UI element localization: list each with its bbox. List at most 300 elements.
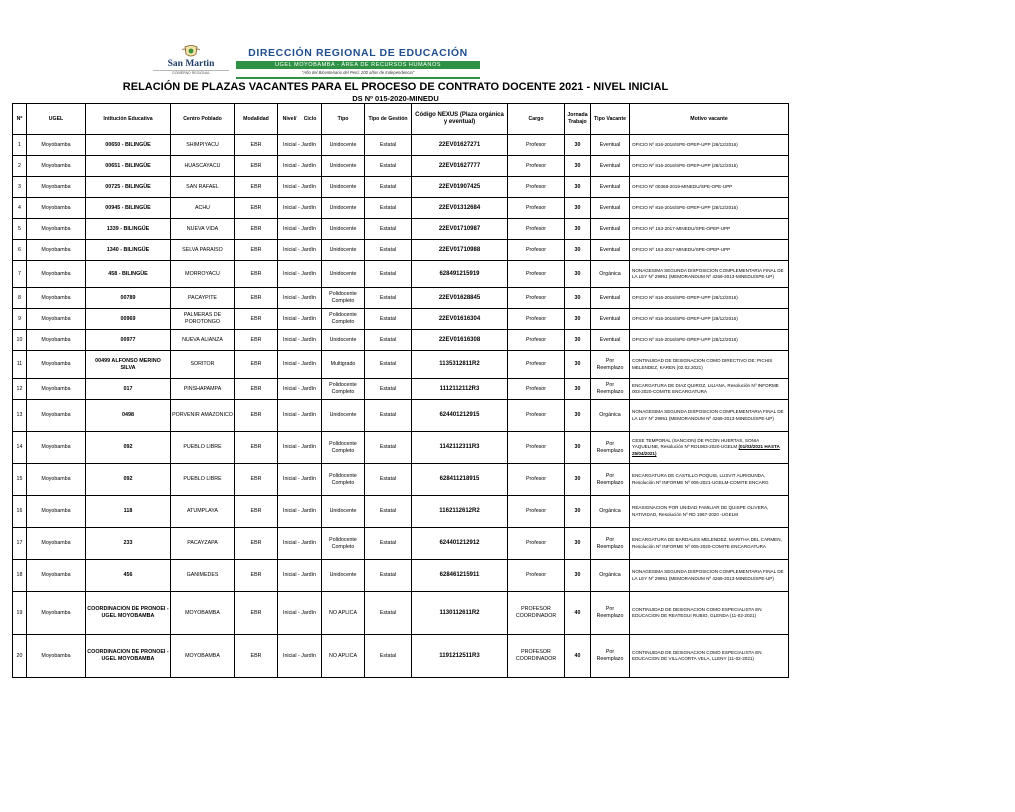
cell-cargo xyxy=(508,198,565,219)
cell-modalidad-text: EBR xyxy=(250,361,262,367)
cell-institucion-text: 1340 - BILINGÜE xyxy=(106,246,150,253)
cell-modalidad xyxy=(235,219,278,240)
cell-gestion xyxy=(365,288,412,309)
cell-gestion xyxy=(365,261,412,288)
cell-n xyxy=(13,351,27,379)
cell-nivel xyxy=(278,219,322,240)
cell-cargo-text: PROFESOR COORDINADOR xyxy=(515,606,557,619)
cell-codigo xyxy=(412,219,508,240)
cell-motivo-text: NONAGESIMA SEGUNDA DISPOSICION COMPLEMENTARIA FINAL DE LA LEY Nº 29951 (MEMORANDUM Nº 4269-2013-MINEDU/SPE-UP) xyxy=(632,267,784,279)
cell-jornada xyxy=(565,528,591,560)
cell-nivel-text: Inicial - Jardín xyxy=(283,225,316,232)
cell-centro xyxy=(171,464,235,496)
cell-codigo xyxy=(412,198,508,219)
cell-jornada xyxy=(565,219,591,240)
cell-modalidad-text: EBR xyxy=(250,508,262,514)
cell-gestion xyxy=(365,351,412,379)
cell-cargo xyxy=(508,432,565,464)
cell-centro xyxy=(171,400,235,432)
cell-cargo xyxy=(508,528,565,560)
cell-n xyxy=(13,528,27,560)
cell-vacante-text: Por Reemplazo xyxy=(596,606,624,619)
cell-motivo xyxy=(630,379,789,400)
cell-motivo-text: NONAGESIMA SEGUNDA DISPOSICION COMPLEMENTARIA FINAL DE LA LEY Nº 29951 (MEMORANDUM Nº 4269-2013-MINEDU/SPE-UP) xyxy=(632,569,784,581)
cell-jornada xyxy=(565,330,591,351)
cell-vacante-text: Eventual xyxy=(599,162,621,169)
cell-cargo-text: Profesor xyxy=(525,183,547,190)
cell-motivo-text: OFICIO Nº 816-2016/SPE-OPEP-UPP (28/12/2016) xyxy=(632,141,738,147)
table-header-row xyxy=(13,104,789,135)
cell-centro-text: GANIMEDES xyxy=(186,572,219,578)
table-row xyxy=(13,464,789,496)
cell-ugel xyxy=(27,592,86,635)
cell-vacante xyxy=(591,592,630,635)
cell-centro-text: PORVENIR AMAZONICO xyxy=(172,412,233,418)
cell-codigo-text: 1112112112R3 xyxy=(439,385,480,392)
table-row xyxy=(13,592,789,635)
cell-motivo-date-range: (01/03/2021 HASTA 25/04/2021) xyxy=(632,444,780,456)
cell-cargo-text: Profesor xyxy=(525,204,547,211)
cell-institucion xyxy=(86,432,171,464)
cell-modalidad-text: EBR xyxy=(250,476,262,482)
cell-jornada-text: 30 xyxy=(574,246,581,253)
cell-centro-text: SELVA PARAISO xyxy=(182,246,223,253)
cell-motivo-text: CONTINUIDAD DE DESIGNACION COMO DIRECTIVO DE: PICHIS MELENDEZ, KAREN (02.02.2021) xyxy=(632,358,773,370)
cell-ugel-text: Moyobamba xyxy=(41,294,71,301)
cell-modalidad xyxy=(235,560,278,592)
cell-modalidad xyxy=(235,309,278,330)
cell-cargo xyxy=(508,219,565,240)
cell-jornada-text: 30 xyxy=(574,385,581,392)
cell-nivel-text: Inicial - Jardín xyxy=(283,270,316,277)
cell-nivel xyxy=(278,351,322,379)
department-banner: UGEL MOYOBAMBA - ÁREA DE RECURSOS HUMANOS xyxy=(236,61,480,69)
cell-vacante-text: Eventual xyxy=(599,294,621,301)
col-header-gestion: Tipo de Gestión xyxy=(365,104,412,135)
cell-n-text: 16 xyxy=(16,508,23,514)
cell-cargo-text: Profesor xyxy=(525,246,547,253)
cell-vacante xyxy=(591,400,630,432)
cell-jornada xyxy=(565,288,591,309)
cell-ugel-text: Moyobamba xyxy=(41,540,71,546)
cell-motivo-text: NONAGESIMA SEGUNDA DISPOSICION COMPLEMENTARIA FINAL DE LA LEY Nº 29951 (MEMORANDUM Nº 4269-2013-MINEDU/SPE-UP) xyxy=(632,409,784,421)
col-header-modalidad: Modalidad xyxy=(235,104,278,135)
cell-nivel xyxy=(278,330,322,351)
cell-modalidad xyxy=(235,261,278,288)
cell-vacante-text: Orgánica xyxy=(599,270,621,277)
cell-centro-text: PALMERAS DE POROTONGO xyxy=(183,312,222,325)
cell-tipo xyxy=(322,528,365,560)
institution-title: DIRECCIÓN REGIONAL DE EDUCACIÓN xyxy=(248,47,468,59)
cell-cargo-text: Profesor xyxy=(525,508,547,514)
cell-modalidad xyxy=(235,379,278,400)
cell-tipo-text: Polidocente Completo xyxy=(329,312,357,325)
cell-institucion-text: 092 xyxy=(123,476,133,482)
cell-tipo xyxy=(322,330,365,351)
cell-nivel xyxy=(278,464,322,496)
cell-nivel xyxy=(278,560,322,592)
cell-tipo xyxy=(322,400,365,432)
cell-cargo-text: Profesor xyxy=(525,336,547,343)
cell-codigo-text: 22EV01616304 xyxy=(438,315,481,322)
cell-jornada-text: 30 xyxy=(574,294,581,301)
cell-n xyxy=(13,288,27,309)
cell-centro xyxy=(171,309,235,330)
cell-codigo-text: 22EV01627271 xyxy=(438,141,481,148)
cell-motivo xyxy=(630,351,789,379)
cell-codigo xyxy=(412,592,508,635)
cell-ugel-text: Moyobamba xyxy=(41,246,71,253)
cell-cargo-text: Profesor xyxy=(525,141,547,148)
cell-n xyxy=(13,198,27,219)
cell-ugel-text: Moyobamba xyxy=(41,315,71,322)
cell-n xyxy=(13,592,27,635)
cell-modalidad-text: EBR xyxy=(250,540,262,546)
cell-ugel-text: Moyobamba xyxy=(41,162,71,169)
cell-n xyxy=(13,635,27,678)
cell-n-text: 2 xyxy=(18,162,21,169)
cell-cargo-text: Profesor xyxy=(525,225,547,232)
cell-nivel-text: Inicial - Jardín xyxy=(283,572,316,578)
cell-codigo xyxy=(412,496,508,528)
cell-motivo-text: OFICIO Nº 816-2016/SPE-OPEP-UPP (28/12/2016) xyxy=(632,162,738,168)
cell-institucion xyxy=(86,592,171,635)
table-body xyxy=(13,135,789,678)
cell-motivo xyxy=(630,135,789,156)
cell-gestion xyxy=(365,560,412,592)
cell-gestion xyxy=(365,528,412,560)
cell-jornada-text: 30 xyxy=(574,444,581,450)
cell-gestion-text: Estatal xyxy=(379,336,397,343)
cell-jornada xyxy=(565,135,591,156)
cell-modalidad-text: EBR xyxy=(250,572,262,578)
cell-modalidad-text: EBR xyxy=(250,204,262,211)
cell-nivel xyxy=(278,379,322,400)
cell-modalidad-text: EBR xyxy=(250,141,262,148)
cell-codigo xyxy=(412,560,508,592)
cell-jornada-text: 30 xyxy=(574,476,581,482)
cell-nivel-text: Inicial - Jardín xyxy=(283,476,316,482)
cell-institucion xyxy=(86,219,171,240)
col-header-ugel: UGEL xyxy=(27,104,86,135)
cell-institucion-text: 00650 - BILINGÜE xyxy=(105,141,151,148)
cell-gestion xyxy=(365,198,412,219)
col-header-vacante: Tipo Vacante xyxy=(591,104,630,135)
cell-institucion-text: 233 xyxy=(123,540,133,546)
cell-modalidad xyxy=(235,177,278,198)
cell-codigo-text: 628461215911 xyxy=(439,572,480,578)
cell-jornada xyxy=(565,198,591,219)
cell-nivel-text: Inicial - Jardín xyxy=(283,204,316,211)
cell-cargo xyxy=(508,464,565,496)
cell-nivel xyxy=(278,177,322,198)
cell-jornada-text: 30 xyxy=(574,270,581,277)
cell-centro xyxy=(171,528,235,560)
cell-gestion xyxy=(365,379,412,400)
cell-vacante-text: Por Reemplazo xyxy=(596,357,624,371)
cell-gestion xyxy=(365,219,412,240)
cell-ugel xyxy=(27,240,86,261)
cell-nivel-text: Inicial - Jardín xyxy=(283,412,316,418)
cell-modalidad-text: EBR xyxy=(250,294,262,301)
cell-n xyxy=(13,379,27,400)
cell-codigo-text: 1142112311R3 xyxy=(439,444,480,450)
cell-n-text: 10 xyxy=(16,336,23,343)
cell-codigo xyxy=(412,432,508,464)
cell-nivel-text: Inicial - Jardín xyxy=(283,162,316,169)
cell-nivel xyxy=(278,309,322,330)
cell-nivel xyxy=(278,135,322,156)
cell-nivel-text: Inicial - Jardín xyxy=(283,385,316,392)
cell-gestion-text: Estatal xyxy=(379,385,397,392)
region-name: San Martin xyxy=(167,59,215,69)
cell-n xyxy=(13,400,27,432)
cell-motivo xyxy=(630,464,789,496)
cell-jornada-text: 30 xyxy=(574,572,581,578)
cell-tipo xyxy=(322,156,365,177)
table-row xyxy=(13,400,789,432)
cell-codigo xyxy=(412,351,508,379)
cell-institucion xyxy=(86,240,171,261)
cell-modalidad xyxy=(235,496,278,528)
cell-gestion xyxy=(365,496,412,528)
cell-institucion xyxy=(86,156,171,177)
cell-n-text: 19 xyxy=(16,609,23,616)
cell-centro-text: SHIMPIYACU xyxy=(186,141,219,148)
cell-vacante xyxy=(591,379,630,400)
cell-institucion xyxy=(86,135,171,156)
cell-n-text: 12 xyxy=(16,385,23,392)
cell-vacante-text: Eventual xyxy=(599,225,621,232)
cell-cargo xyxy=(508,400,565,432)
cell-codigo xyxy=(412,528,508,560)
cell-modalidad-text: EBR xyxy=(250,246,262,253)
coat-of-arms-icon xyxy=(181,45,201,59)
cell-centro xyxy=(171,177,235,198)
cell-centro-text: SAN RAFAEL xyxy=(186,183,219,190)
cell-tipo-text: Unidocente xyxy=(329,141,357,148)
cell-cargo xyxy=(508,309,565,330)
cell-vacante xyxy=(591,635,630,678)
cell-ugel xyxy=(27,379,86,400)
cell-tipo xyxy=(322,496,365,528)
cell-ugel xyxy=(27,635,86,678)
cell-centro-text: PUEBLO LIBRE xyxy=(183,444,222,450)
table-row xyxy=(13,288,789,309)
cell-ugel-text: Moyobamba xyxy=(41,336,71,343)
cell-jornada xyxy=(565,261,591,288)
cell-centro-text: PINSHAPAMPA xyxy=(183,385,222,392)
cell-institucion xyxy=(86,635,171,678)
cell-jornada xyxy=(565,560,591,592)
cell-n xyxy=(13,156,27,177)
cell-tipo-text: Unidocente xyxy=(329,336,357,343)
cell-n-text: 13 xyxy=(16,412,23,418)
cell-modalidad xyxy=(235,288,278,309)
cell-codigo xyxy=(412,240,508,261)
cell-tipo-text: Unidocente xyxy=(329,225,357,232)
cell-tipo-text: Unidocente xyxy=(329,270,357,277)
table-row xyxy=(13,219,789,240)
cell-cargo xyxy=(508,560,565,592)
cell-cargo-text: Profesor xyxy=(525,294,547,301)
cell-codigo xyxy=(412,261,508,288)
cell-centro-text: MORROYACU xyxy=(185,270,220,277)
cell-gestion-text: Estatal xyxy=(379,225,397,232)
cell-n-text: 17 xyxy=(16,540,23,546)
cell-tipo xyxy=(322,379,365,400)
cell-codigo-text: 1130112611R2 xyxy=(439,609,480,616)
cell-vacante-text: Eventual xyxy=(599,246,621,253)
cell-gestion-text: Estatal xyxy=(379,361,397,367)
cell-motivo-text: OFICIO Nº 153-2017-MINEDU/SPE-OPEP-UPP xyxy=(632,225,731,231)
cell-ugel xyxy=(27,135,86,156)
cell-tipo-text: Unidocente xyxy=(329,183,357,190)
cell-cargo-text: Profesor xyxy=(525,540,547,546)
cell-jornada-text: 30 xyxy=(574,336,581,343)
cell-gestion-text: Estatal xyxy=(379,270,397,277)
cell-centro xyxy=(171,330,235,351)
cell-tipo xyxy=(322,198,365,219)
cell-centro-text: ATUMPLAYA xyxy=(187,508,218,514)
cell-vacante xyxy=(591,330,630,351)
cell-gestion-text: Estatal xyxy=(379,609,397,616)
cell-nivel-text: Inicial - Jardín xyxy=(283,183,316,190)
cell-vacante xyxy=(591,464,630,496)
cell-nivel xyxy=(278,261,322,288)
cell-gestion-text: Estatal xyxy=(379,294,397,301)
cell-institucion-text: 00651 - BILINGÜE xyxy=(105,162,151,169)
cell-ugel xyxy=(27,309,86,330)
cell-institucion xyxy=(86,288,171,309)
cell-centro xyxy=(171,156,235,177)
cell-centro-text: PACAYPITE xyxy=(188,294,217,301)
cell-codigo xyxy=(412,330,508,351)
cell-jornada-text: 30 xyxy=(574,508,581,514)
cell-codigo-text: 1135312811R2 xyxy=(439,361,480,367)
cell-jornada xyxy=(565,156,591,177)
cell-codigo-text: 628491215919 xyxy=(439,270,480,277)
cell-cargo-text: Profesor xyxy=(525,315,547,322)
cell-vacante xyxy=(591,156,630,177)
cell-gestion xyxy=(365,464,412,496)
cell-codigo-text: 22EV01616308 xyxy=(438,336,481,343)
cell-cargo xyxy=(508,496,565,528)
cell-centro-text: MOYOBAMBA xyxy=(185,652,220,659)
cell-motivo-text: ENCARGATURA DE BARDALES MELENDEZ, MARITHA DEL CARMEN, Resolución Nº INFORME Nº 005-2020-COMITE ENCARGATURA xyxy=(632,537,782,549)
cell-n-text: 7 xyxy=(18,270,21,277)
table-row xyxy=(13,261,789,288)
cell-tipo-text: NO APLICA xyxy=(329,609,357,616)
cell-cargo-text: Profesor xyxy=(525,162,547,169)
cell-modalidad xyxy=(235,198,278,219)
cell-jornada-text: 30 xyxy=(574,183,581,190)
cell-vacante-text: Eventual xyxy=(599,141,621,148)
cell-motivo xyxy=(630,432,789,464)
cell-motivo xyxy=(630,261,789,288)
cell-ugel xyxy=(27,560,86,592)
cell-ugel xyxy=(27,432,86,464)
cell-n xyxy=(13,309,27,330)
cell-tipo xyxy=(322,635,365,678)
cell-modalidad xyxy=(235,592,278,635)
cell-ugel-text: Moyobamba xyxy=(41,385,71,392)
cell-centro xyxy=(171,135,235,156)
cell-cargo-text: Profesor xyxy=(525,412,547,418)
cell-gestion xyxy=(365,177,412,198)
cell-centro-text: ACHU xyxy=(194,204,210,211)
cell-cargo xyxy=(508,592,565,635)
cell-motivo xyxy=(630,240,789,261)
cell-jornada-text: 40 xyxy=(574,652,581,659)
cell-n-text: 1 xyxy=(18,141,21,148)
cell-modalidad-text: EBR xyxy=(250,385,262,392)
header-divider xyxy=(236,77,480,79)
cell-modalidad-text: EBR xyxy=(250,412,262,418)
cell-tipo-text: Unidocente xyxy=(329,412,357,418)
cell-nivel xyxy=(278,198,322,219)
cell-nivel-text: Inicial - Jardín xyxy=(283,141,316,148)
cell-gestion-text: Estatal xyxy=(379,540,397,546)
table-row xyxy=(13,198,789,219)
cell-cargo-text: PROFESOR COORDINADOR xyxy=(515,649,557,662)
cell-tipo-text: NO APLICA xyxy=(329,652,357,659)
cell-gestion-text: Estatal xyxy=(379,476,397,482)
cell-gestion xyxy=(365,592,412,635)
cell-codigo-text: 22EV01710987 xyxy=(438,225,481,232)
cell-ugel-text: Moyobamba xyxy=(41,361,71,367)
document-title: RELACIÓN DE PLAZAS VACANTES PARA EL PROCESO DE CONTRATO DOCENTE 2021 - NIVEL INICIAL xyxy=(122,81,669,93)
cell-motivo-text: OFICIO Nº 816-2016/SPE-OPEP-UPP (28/12/2016) xyxy=(632,336,738,342)
cell-gestion-text: Estatal xyxy=(379,246,397,253)
cell-jornada-text: 30 xyxy=(574,361,581,367)
cell-n-text: 5 xyxy=(18,225,21,232)
cell-vacante xyxy=(591,219,630,240)
cell-nivel-text: Inicial - Jardín xyxy=(283,652,316,659)
cell-gestion-text: Estatal xyxy=(379,162,397,169)
table-row xyxy=(13,135,789,156)
cell-centro-text: SORITOR xyxy=(190,361,215,367)
cell-motivo-text: CONTINUIDAD DE DESIGNACION COMO ESPECIALISTA EN EDUCACION DE REATEGUI RUBIO, GLENDA (11-02-2021) xyxy=(632,606,762,618)
cell-vacante xyxy=(591,496,630,528)
cell-ugel xyxy=(27,400,86,432)
table-row xyxy=(13,528,789,560)
cell-n xyxy=(13,496,27,528)
cell-centro-text: HUASCAYACU xyxy=(184,162,221,169)
cell-jornada-text: 30 xyxy=(574,412,581,418)
cell-tipo-text: Multigrado xyxy=(330,361,356,367)
cell-vacante-text: Eventual xyxy=(599,204,621,211)
cell-jornada-text: 30 xyxy=(574,225,581,232)
cell-modalidad-text: EBR xyxy=(250,444,262,450)
cell-jornada xyxy=(565,635,591,678)
cell-n xyxy=(13,464,27,496)
cell-centro-text: NUEVA VIDA xyxy=(186,225,219,232)
cell-cargo-text: Profesor xyxy=(525,444,547,450)
cell-institucion-text: 017 xyxy=(123,385,133,392)
cell-motivo xyxy=(630,330,789,351)
col-header-motivo: Motivo vacante xyxy=(630,104,789,135)
cell-institucion xyxy=(86,400,171,432)
cell-cargo xyxy=(508,156,565,177)
cell-vacante-text: Por Reemplazo xyxy=(596,536,624,550)
cell-tipo-text: Polidocente Completo xyxy=(329,291,357,304)
cell-modalidad-text: EBR xyxy=(250,183,262,190)
table-row xyxy=(13,635,789,678)
cell-motivo-text: ENCARGATURA DE CASTILLO POQUIS, LUSVIT AURIOUNDA, Resolución Nº INFORME Nº 006-2021-UGELM-COMITE ENCARG xyxy=(632,473,769,485)
cell-ugel-text: Moyobamba xyxy=(41,204,71,211)
cell-jornada xyxy=(565,592,591,635)
